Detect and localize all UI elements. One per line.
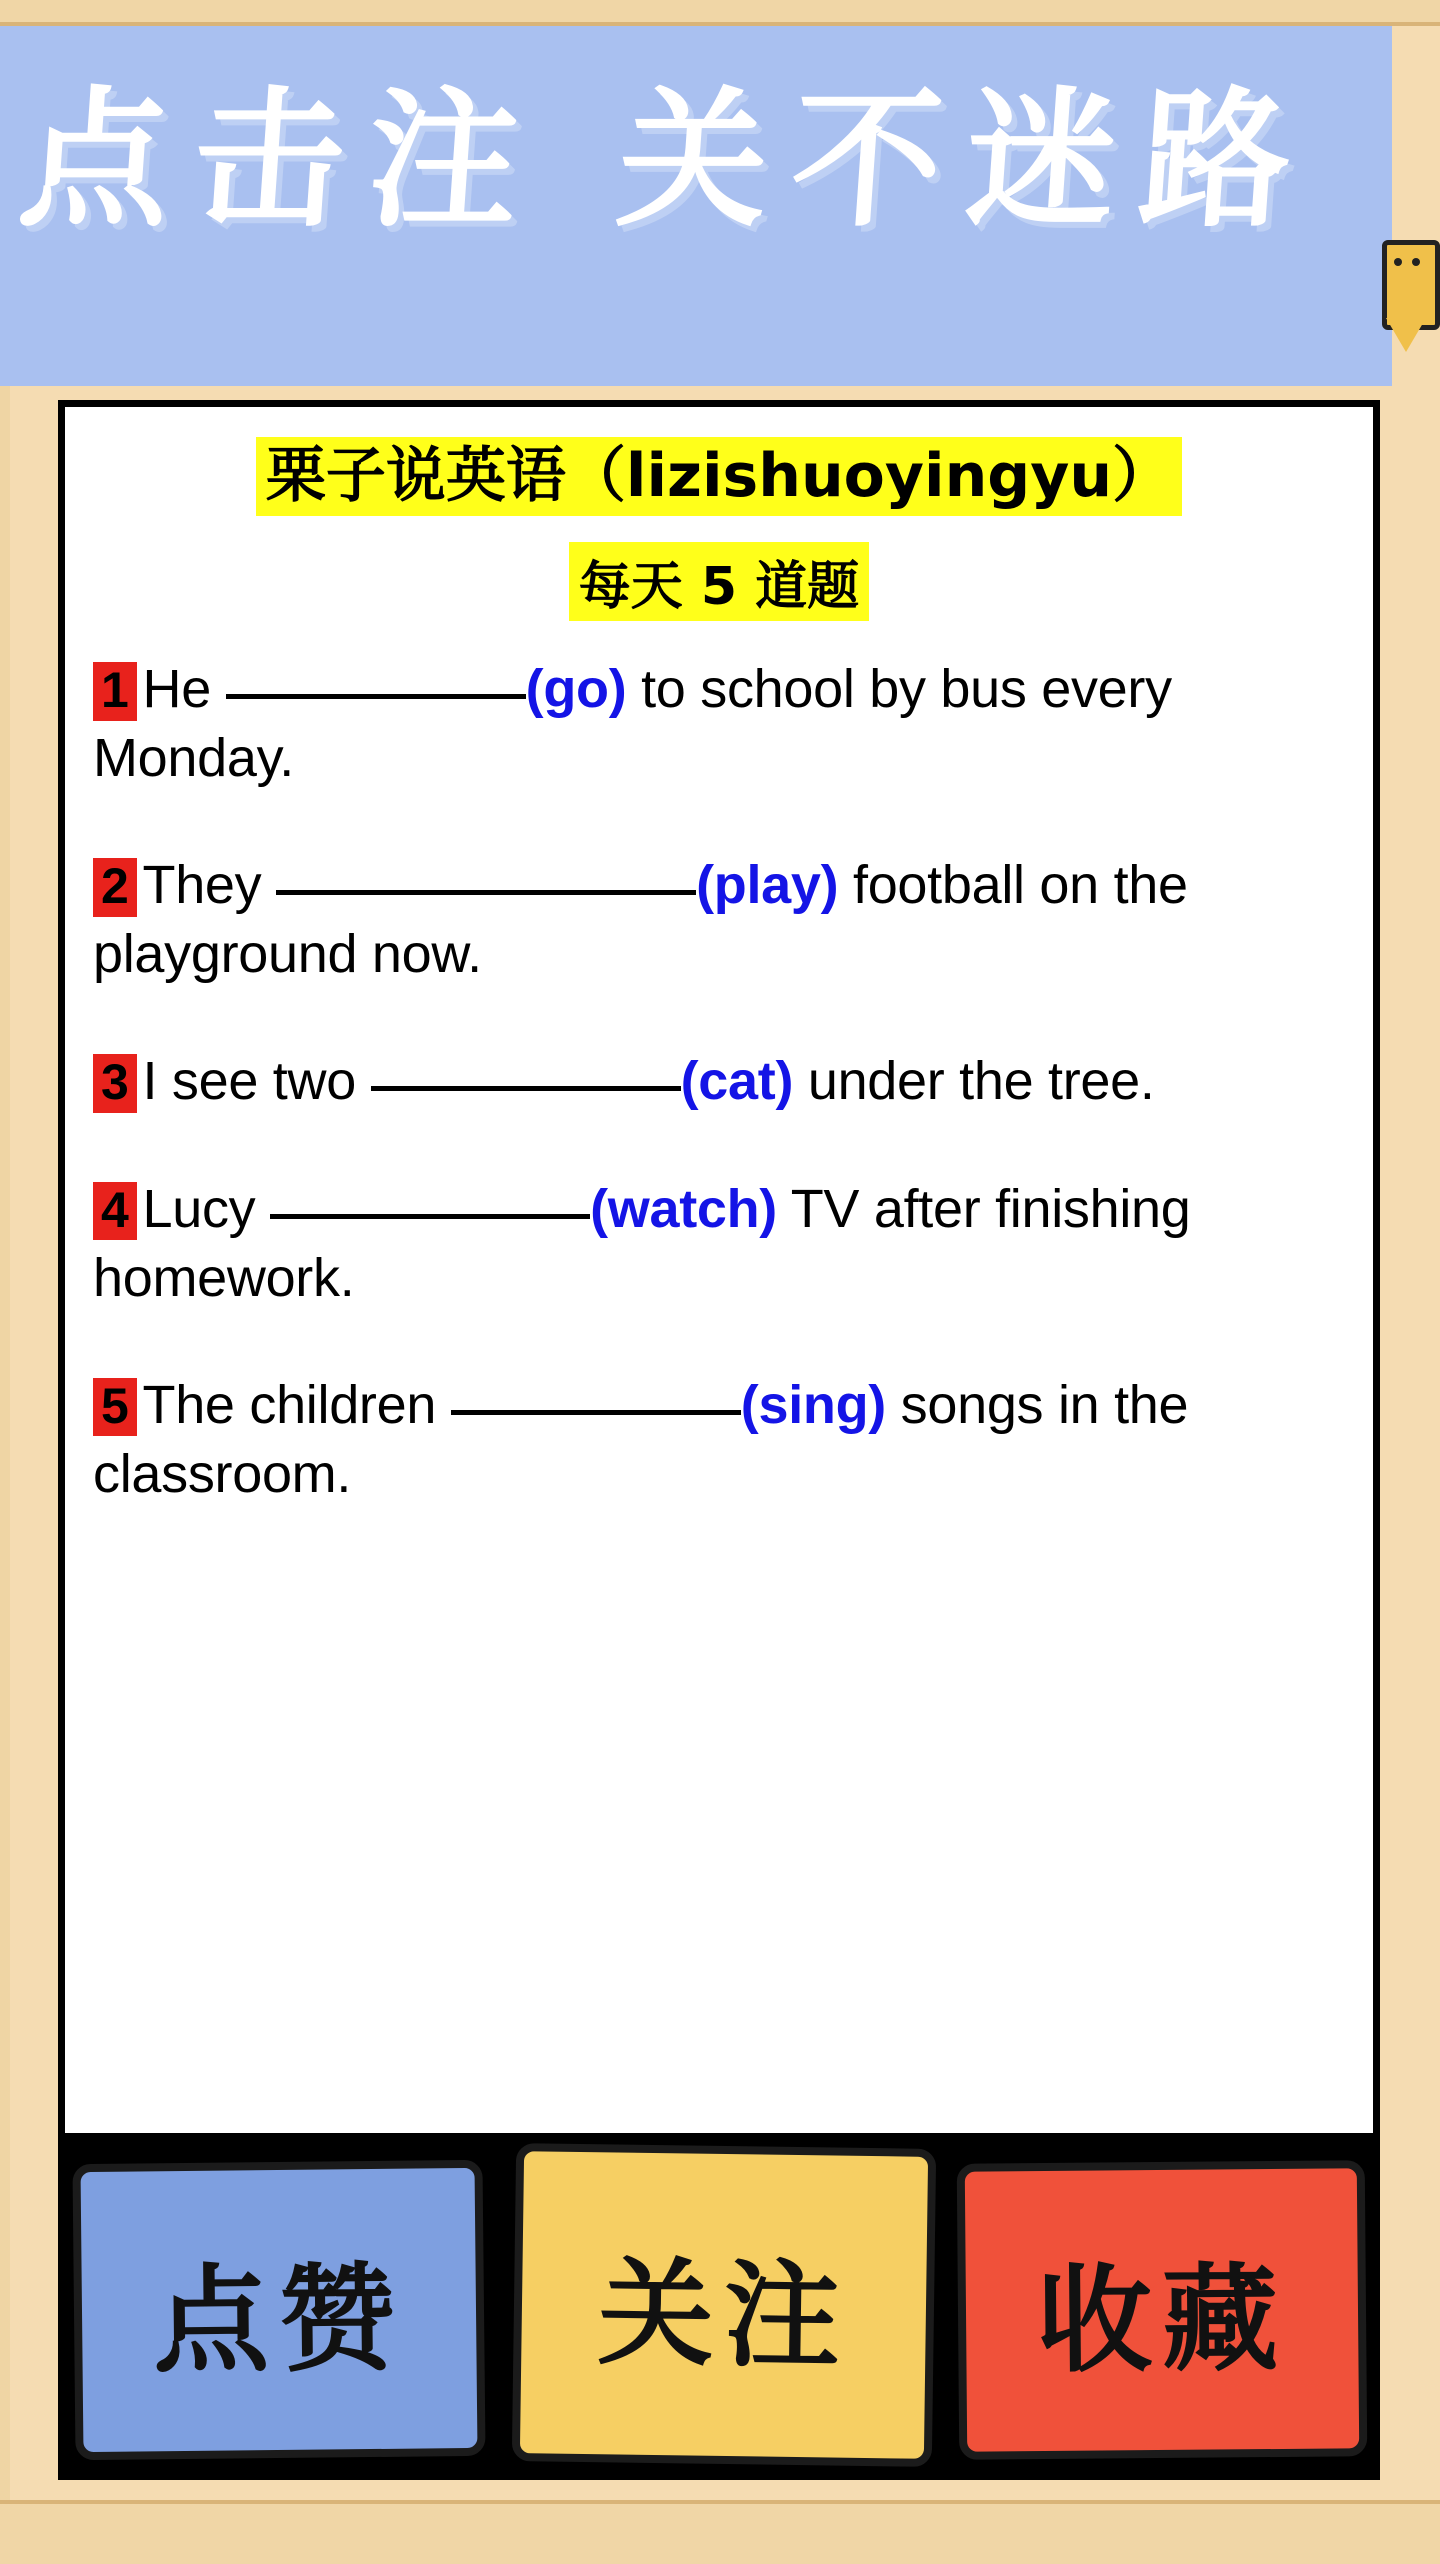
question-text-after: to school by bus every Monday. xyxy=(93,659,1172,789)
header-banner xyxy=(0,26,1392,386)
page-title: 栗子说英语（lizishuoyingyu） xyxy=(256,437,1182,516)
subtitle-row xyxy=(93,542,1345,621)
question-text-after: under the tree. xyxy=(793,1051,1155,1112)
mascot-tip xyxy=(1386,318,1426,352)
question-item xyxy=(93,1047,1345,1116)
question-number-badge: 3 xyxy=(93,1054,137,1113)
question-item xyxy=(93,1175,1345,1313)
question-text-after: football on the playground now. xyxy=(93,855,1188,985)
pencil-mascot-icon xyxy=(1382,240,1430,360)
question-cue: (play) xyxy=(696,855,839,916)
question-text-after: songs in the classroom. xyxy=(93,1374,1189,1504)
question-number-badge: 2 xyxy=(93,858,137,917)
page-left-edge xyxy=(0,26,10,2500)
question-list xyxy=(93,655,1345,1509)
mascot-eye-left xyxy=(1394,258,1402,266)
question-text-before: He xyxy=(142,659,226,719)
question-text-before: The children xyxy=(142,1374,451,1435)
mascot-eye-right xyxy=(1412,258,1420,266)
title-row xyxy=(93,437,1345,516)
question-text-before: They xyxy=(142,855,277,916)
question-text-before: I see two xyxy=(142,1051,371,1112)
question-item xyxy=(93,1371,1345,1509)
question-text-before: Lucy xyxy=(142,1178,271,1239)
question-item xyxy=(93,655,1345,793)
question-number-badge: 5 xyxy=(93,1378,137,1437)
page-top-edge xyxy=(0,0,1440,26)
answer-blank[interactable] xyxy=(371,1086,681,1091)
question-cue: (watch) xyxy=(590,1178,777,1239)
question-cue: (cat) xyxy=(680,1051,794,1112)
question-cue: (sing) xyxy=(740,1374,886,1435)
question-text-after: TV after finishing homework. xyxy=(93,1178,1191,1308)
follow-button[interactable]: 关注 xyxy=(512,2143,936,2467)
mascot-body xyxy=(1382,240,1440,330)
answer-blank[interactable] xyxy=(451,1410,741,1415)
answer-blank[interactable] xyxy=(276,890,696,895)
banner-title: 点击注 关不迷路 xyxy=(13,74,1321,248)
cta-bar xyxy=(58,2140,1380,2480)
question-item xyxy=(93,851,1345,989)
page-bottom-edge xyxy=(0,2500,1440,2564)
question-cue: (go) xyxy=(525,659,627,719)
question-number-badge: 1 xyxy=(93,662,137,721)
answer-blank[interactable] xyxy=(270,1214,590,1219)
worksheet-card xyxy=(58,400,1380,2140)
question-number-badge: 4 xyxy=(93,1182,137,1241)
like-button[interactable]: 点赞 xyxy=(72,2160,485,2460)
page-subtitle: 每天 5 道题 xyxy=(569,542,869,621)
save-button[interactable]: 收藏 xyxy=(957,2160,1368,2460)
answer-blank[interactable] xyxy=(226,694,526,699)
